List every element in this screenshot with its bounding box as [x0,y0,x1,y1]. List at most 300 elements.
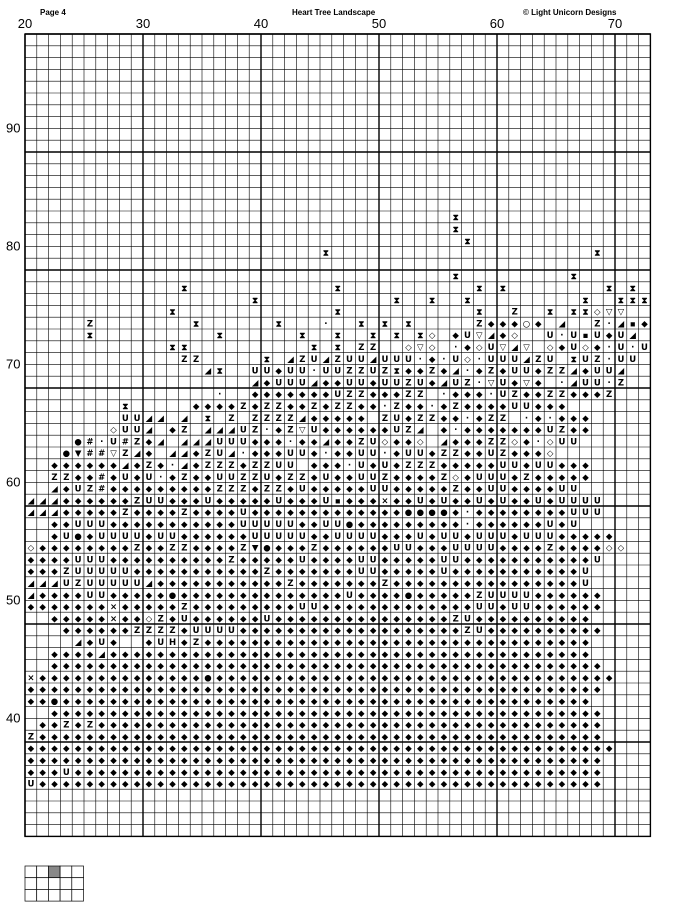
pattern-symbol: ◆ [98,732,105,743]
pattern-symbol: ◆ [275,732,282,743]
row-axis-label: 70 [6,356,21,372]
pattern-symbol: ◆ [346,720,353,731]
pattern-symbol: ◆ [358,732,365,743]
pattern-symbol: ◆ [240,626,247,637]
pattern-symbol: ⧗ [606,284,613,295]
pattern-symbol: ◆ [110,732,117,743]
pattern-symbol: ◆ [464,461,471,472]
pattern-symbol: ◆ [204,638,212,649]
pattern-symbol: ◆ [145,543,153,554]
pattern-symbol: ◆ [181,767,188,778]
pattern-symbol: ◆ [299,402,306,413]
pattern-symbol: U [523,531,530,542]
pattern-symbol: Z [228,555,235,566]
pattern-symbol: ◆ [39,697,46,708]
pattern-symbol: ◆ [476,579,483,590]
pattern-symbol: ● [440,508,448,519]
pattern-symbol: ◆ [452,508,459,519]
pattern-symbol: U [275,378,283,389]
pattern-symbol: Z [181,425,188,436]
pattern-symbol: Z [181,602,188,613]
pattern-symbol: Z [405,378,412,389]
pattern-symbol: ◆ [263,661,271,672]
pattern-symbol: Z [228,461,235,472]
row-axis-label: 80 [6,238,21,254]
pattern-symbol: ◆ [582,626,589,637]
page-map-cell [48,866,60,878]
pattern-symbol: Z [240,484,247,495]
pattern-symbol: ◆ [110,496,117,507]
pattern-symbol: ◆ [110,472,117,483]
pattern-symbol: ◆ [487,697,495,708]
pattern-symbol: ◆ [157,508,164,519]
pattern-symbol: U [74,520,82,531]
pattern-symbol: ◆ [464,590,471,601]
pattern-symbol: · [536,437,540,448]
pattern-symbol: U [216,626,224,637]
pattern-symbol: ◆ [535,720,542,731]
pattern-symbol: ◆ [452,413,459,424]
pattern-symbol: ◇ [452,472,459,483]
pattern-symbol: ◆ [322,402,330,413]
pattern-symbol: ◆ [417,602,424,613]
pattern-symbol: Z [122,508,129,519]
pattern-symbol: ◆ [511,626,518,637]
pattern-symbol: · [324,449,328,460]
pattern-symbol: ◆ [287,708,294,719]
pattern-symbol: ◆ [86,614,94,625]
pattern-symbol: ◇ [464,354,471,365]
pattern-symbol: ◆ [605,531,613,542]
pattern-symbol: ◆ [181,531,188,542]
pattern-symbol: ◆ [86,508,94,519]
pattern-symbol: ▪ [582,331,589,342]
pattern-symbol: ◆ [558,720,566,731]
pattern-symbol: U [263,614,271,625]
pattern-symbol: Z [240,472,247,483]
pattern-symbol: ◢ [51,484,58,495]
pattern-symbol: ◆ [594,779,601,790]
pattern-symbol: ◢ [27,590,35,601]
pattern-symbol: ◆ [39,590,46,601]
pattern-symbol: ◢ [570,366,577,377]
pattern-symbol: ◆ [558,508,566,519]
pattern-symbol: ◆ [334,555,341,566]
pattern-symbol: ◆ [381,720,389,731]
pattern-symbol: ◆ [523,555,530,566]
pattern-symbol: U [110,437,117,448]
pattern-symbol: U [570,331,578,342]
pattern-symbol: ◆ [381,567,389,578]
pattern-symbol: Z [204,461,211,472]
pattern-symbol: ◆ [499,402,507,413]
pattern-symbol: U [475,496,483,507]
pattern-symbol: ◆ [133,484,141,495]
pattern-symbol: ◆ [464,579,471,590]
pattern-symbol: ◆ [133,461,141,472]
pattern-symbol: ◆ [570,661,577,672]
pattern-symbol: · [430,402,434,413]
pattern-symbol: U [593,555,601,566]
pattern-symbol: ⧗ [393,366,400,377]
pattern-symbol: ◆ [428,449,436,460]
pattern-symbol: U [322,472,330,483]
pattern-symbol: ◆ [251,496,259,507]
pattern-symbol: ◆ [310,579,318,590]
pattern-symbol: ◆ [393,531,400,542]
pattern-symbol: ◆ [263,638,271,649]
pattern-symbol: U [62,579,70,590]
pattern-symbol: ◆ [570,756,577,767]
pattern-symbol: ◆ [39,685,46,696]
pattern-symbol: ◆ [464,472,471,483]
pattern-symbol: ◆ [487,756,495,767]
pattern-symbol: · [607,343,611,354]
pattern-symbol: ◆ [570,708,577,719]
column-axis-label: 60 [489,16,505,31]
pattern-symbol: ◆ [204,555,212,566]
pattern-symbol: ◆ [204,579,212,590]
pattern-symbol: ◆ [110,638,117,649]
pattern-symbol: U [405,543,412,554]
pattern-symbol: U [357,449,365,460]
pattern-symbol: ◆ [594,720,601,731]
pattern-symbol: ○ [522,319,531,330]
pattern-symbol: ◢ [251,378,259,389]
pattern-symbol: ⧗ [594,248,601,259]
pattern-symbol: U [98,555,106,566]
pattern-symbol: ◆ [51,590,58,601]
pattern-symbol: ◆ [110,649,117,660]
pattern-symbol: ◆ [251,567,259,578]
pattern-symbol: U [310,602,318,613]
pattern-symbol: ◆ [369,767,377,778]
pattern-symbol: ◆ [582,590,589,601]
pattern-symbol: ◆ [310,767,318,778]
pattern-symbol: ◆ [523,508,530,519]
pattern-symbol: ◆ [169,496,176,507]
pattern-symbol: ⧗ [393,331,400,342]
pattern-symbol: ◆ [133,767,141,778]
pattern-symbol: ◆ [393,732,400,743]
pattern-symbol: ◆ [511,543,518,554]
pattern-symbol: ◆ [310,461,318,472]
pattern-symbol: ◆ [192,590,200,601]
pattern-symbol: ⧗ [334,343,341,354]
pattern-symbol: U [617,343,625,354]
pattern-symbol: ◆ [240,649,247,660]
pattern-symbol: ◆ [440,579,448,590]
pattern-symbol: ◆ [204,472,212,483]
pattern-symbol: ◆ [570,614,577,625]
pattern-symbol: U [381,354,389,365]
pattern-symbol: U [322,520,330,531]
pattern-symbol: ◆ [393,390,400,401]
pattern-symbol: ◆ [476,673,483,684]
pattern-symbol: ◆ [86,732,94,743]
pattern-symbol: ◆ [204,744,212,755]
pattern-symbol: U [546,331,554,342]
pattern-symbol: Z [464,378,471,389]
pattern-symbol: ◆ [216,673,223,684]
pattern-symbol: ◆ [346,732,353,743]
pattern-symbol: U [346,378,353,389]
pattern-symbol: U [121,413,129,424]
pattern-symbol: ◆ [299,496,306,507]
pattern-symbol: ◇ [617,543,625,554]
pattern-symbol: ◆ [487,319,495,330]
pattern-symbol: Z [145,626,152,637]
pattern-symbol: U [239,437,247,448]
pattern-symbol: ◆ [393,626,400,637]
pattern-symbol: ◆ [535,649,542,660]
pattern-symbol: Z [240,543,247,554]
pattern-symbol: ◆ [310,449,318,460]
pattern-symbol: ◆ [546,626,554,637]
pattern-symbol: ◆ [110,590,117,601]
pattern-symbol: ◆ [240,579,247,590]
pattern-symbol: ◆ [310,390,318,401]
pattern-symbol: ◆ [192,602,200,613]
pattern-symbol: ◆ [464,649,471,660]
pattern-symbol: U [357,555,365,566]
pattern-symbol: ◆ [334,484,341,495]
pattern-symbol: ◆ [157,767,164,778]
pattern-symbol: ⧗ [452,213,459,224]
pattern-symbol: ◆ [204,402,212,413]
pattern-symbol: ◆ [582,685,589,696]
pattern-symbol: ◆ [499,520,507,531]
pattern-symbol: ● [62,449,71,460]
pattern-symbol: ◇ [145,614,153,625]
pattern-symbol: ⧗ [86,331,93,342]
pattern-symbol: ◆ [228,779,235,790]
pattern-symbol: ◆ [523,449,530,460]
pattern-symbol: ◆ [334,461,341,472]
pattern-symbol: U [629,354,637,365]
pattern-symbol: ◢ [39,579,46,590]
pattern-symbol: ◆ [98,720,105,731]
pattern-symbol: ⧗ [193,319,200,330]
pattern-symbol: ◆ [487,520,495,531]
pattern-symbol: ◆ [464,767,471,778]
pattern-symbol: ◆ [369,602,377,613]
pattern-symbol: ◆ [358,590,365,601]
pattern-symbol: ◆ [275,720,282,731]
pattern-symbol: ◆ [582,708,589,719]
pattern-symbol: ◆ [582,638,589,649]
pattern-symbol: Z [311,402,318,413]
page-map-cell [72,878,84,890]
pattern-symbol: ◆ [192,708,200,719]
pattern-symbol: ◆ [192,756,200,767]
pattern-symbol: U [570,484,578,495]
pattern-symbol: ◆ [558,697,566,708]
pattern-symbol: ◆ [358,744,365,755]
pattern-symbol: Z [381,366,388,377]
pattern-symbol: ◆ [369,638,377,649]
pattern-symbol: ◆ [369,661,377,672]
pattern-symbol: ◆ [405,413,412,424]
pattern-symbol: ◆ [582,744,589,755]
pattern-symbol: ◆ [169,602,176,613]
pattern-symbol: ◆ [381,390,389,401]
pattern-symbol: ◆ [405,767,412,778]
pattern-symbol: ◢ [617,319,625,330]
pattern-symbol: Z [358,437,365,448]
pattern-symbol: ◆ [594,767,601,778]
pattern-symbol: ◆ [452,708,459,719]
pattern-symbol: ◆ [358,402,365,413]
pattern-symbol: Z [263,402,270,413]
pattern-symbol: ◆ [216,602,223,613]
pattern-symbol: U [275,531,283,542]
pattern-symbol: ◆ [299,720,306,731]
pattern-symbol: ◆ [523,779,530,790]
pattern-symbol: ⧗ [499,284,506,295]
pattern-symbol: ◆ [216,579,223,590]
pattern-symbol: ◆ [464,496,471,507]
pattern-symbol: ◆ [346,649,353,660]
pattern-symbol: ◢ [487,331,495,342]
pattern-symbol: ◆ [322,756,330,767]
pattern-symbol: ◆ [334,626,341,637]
pattern-symbol: ◆ [594,602,601,613]
pattern-symbol: ◆ [228,602,235,613]
pattern-symbol: Z [145,461,152,472]
pattern-symbol: ◆ [251,720,259,731]
pattern-symbol: ◆ [275,590,282,601]
pattern-symbol: U [558,496,566,507]
pattern-symbol: ◆ [110,673,117,684]
pattern-symbol: U [511,461,519,472]
pattern-symbol: ◆ [546,732,554,743]
pattern-symbol: ◆ [440,732,448,743]
pattern-symbol: ◆ [558,708,566,719]
pattern-symbol: ◆ [110,756,117,767]
pattern-symbol: Z [252,472,259,483]
pattern-symbol: ◆ [39,673,46,684]
pattern-symbol: ◆ [499,744,507,755]
pattern-symbol: ◆ [358,673,365,684]
pattern-symbol: ◆ [192,614,200,625]
pattern-symbol: ◆ [464,638,471,649]
pattern-symbol: ◆ [358,413,365,424]
pattern-symbol: Z [381,579,388,590]
pattern-symbol: ● [428,508,436,519]
pattern-symbol: ◆ [582,461,589,472]
pattern-symbol: ◆ [452,744,459,755]
pattern-symbol: ◆ [334,732,341,743]
pattern-symbol: ◆ [251,602,259,613]
page-map-cell [72,889,84,901]
pattern-symbol: · [442,390,446,401]
pattern-symbol: · [454,343,458,354]
pattern-symbol: ◆ [192,661,200,672]
pattern-symbol: ◆ [381,555,389,566]
pattern-symbol: U [499,354,507,365]
pattern-symbol: ◆ [440,543,448,554]
pattern-symbol: Z [63,720,70,731]
pattern-symbol: ◆ [523,720,530,731]
pattern-symbol: U [582,508,589,519]
pattern-symbol: U [546,531,554,542]
pattern-symbol: ◆ [51,720,58,731]
pattern-symbol: ◆ [511,378,518,389]
pattern-symbol: U [511,354,519,365]
pattern-symbol: · [347,461,352,472]
pattern-symbol: · [607,378,611,389]
pattern-symbol: U [534,531,542,542]
pattern-symbol: ◆ [287,567,294,578]
pattern-symbol: Z [452,484,459,495]
pattern-symbol: ◢ [570,378,577,389]
pattern-symbol: ⧗ [417,331,424,342]
pattern-symbol: ◆ [181,649,188,660]
pattern-symbol: Z [405,425,412,436]
pattern-symbol: U [582,378,589,389]
pattern-symbol: ◆ [157,555,164,566]
pattern-symbol: Z [334,402,341,413]
pattern-symbol: ◆ [275,366,282,377]
pattern-symbol: ◆ [251,614,259,625]
pattern-symbol: ◢ [27,496,35,507]
pattern-symbol: ◆ [251,390,259,401]
pattern-symbol: ◆ [511,708,518,719]
pattern-symbol: ◆ [405,685,412,696]
pattern-symbol: ◆ [263,449,271,460]
pattern-symbol: ◆ [63,602,70,613]
pattern-symbol: ◆ [122,744,129,755]
pattern-symbol: ◆ [74,626,82,637]
pattern-symbol: Z [334,354,341,365]
pattern-symbol: U [452,531,460,542]
pattern-symbol: ◆ [417,366,424,377]
page-map-cell [48,878,60,890]
pattern-symbol: ⧗ [617,295,624,306]
pattern-symbol: U [393,543,401,554]
pattern-symbol: ◆ [133,744,141,755]
pattern-symbol: Z [488,413,495,424]
pattern-symbol: ◢ [228,449,235,460]
pattern-symbol: ◆ [192,673,200,684]
pattern-symbol: Z [75,579,82,590]
pattern-symbol: ◆ [98,673,105,684]
pattern-symbol: ◆ [499,425,507,436]
pattern-symbol: ◆ [110,744,117,755]
pattern-symbol: ◆ [122,708,129,719]
pattern-symbol: ◆ [334,590,341,601]
pattern-symbol: U [570,437,578,448]
pattern-symbol: ◆ [322,590,330,601]
pattern-symbol: ◆ [228,697,235,708]
pattern-symbol: ◆ [405,649,412,660]
pattern-symbol: ◆ [310,472,318,483]
pattern-symbol: ◆ [287,779,294,790]
pattern-symbol: U [416,531,424,542]
pattern-symbol: ◆ [133,472,141,483]
pattern-symbol: ◆ [487,685,495,696]
pattern-symbol: ● [50,697,59,708]
pattern-symbol: ◆ [181,779,188,790]
pattern-symbol: ◆ [145,708,153,719]
pattern-symbol: U [511,590,519,601]
pattern-symbol: ◢ [51,579,58,590]
pattern-symbol: ◆ [287,720,294,731]
pattern-symbol: ◆ [346,567,353,578]
pattern-symbol: ◆ [369,390,377,401]
pattern-symbol: U [570,343,578,354]
